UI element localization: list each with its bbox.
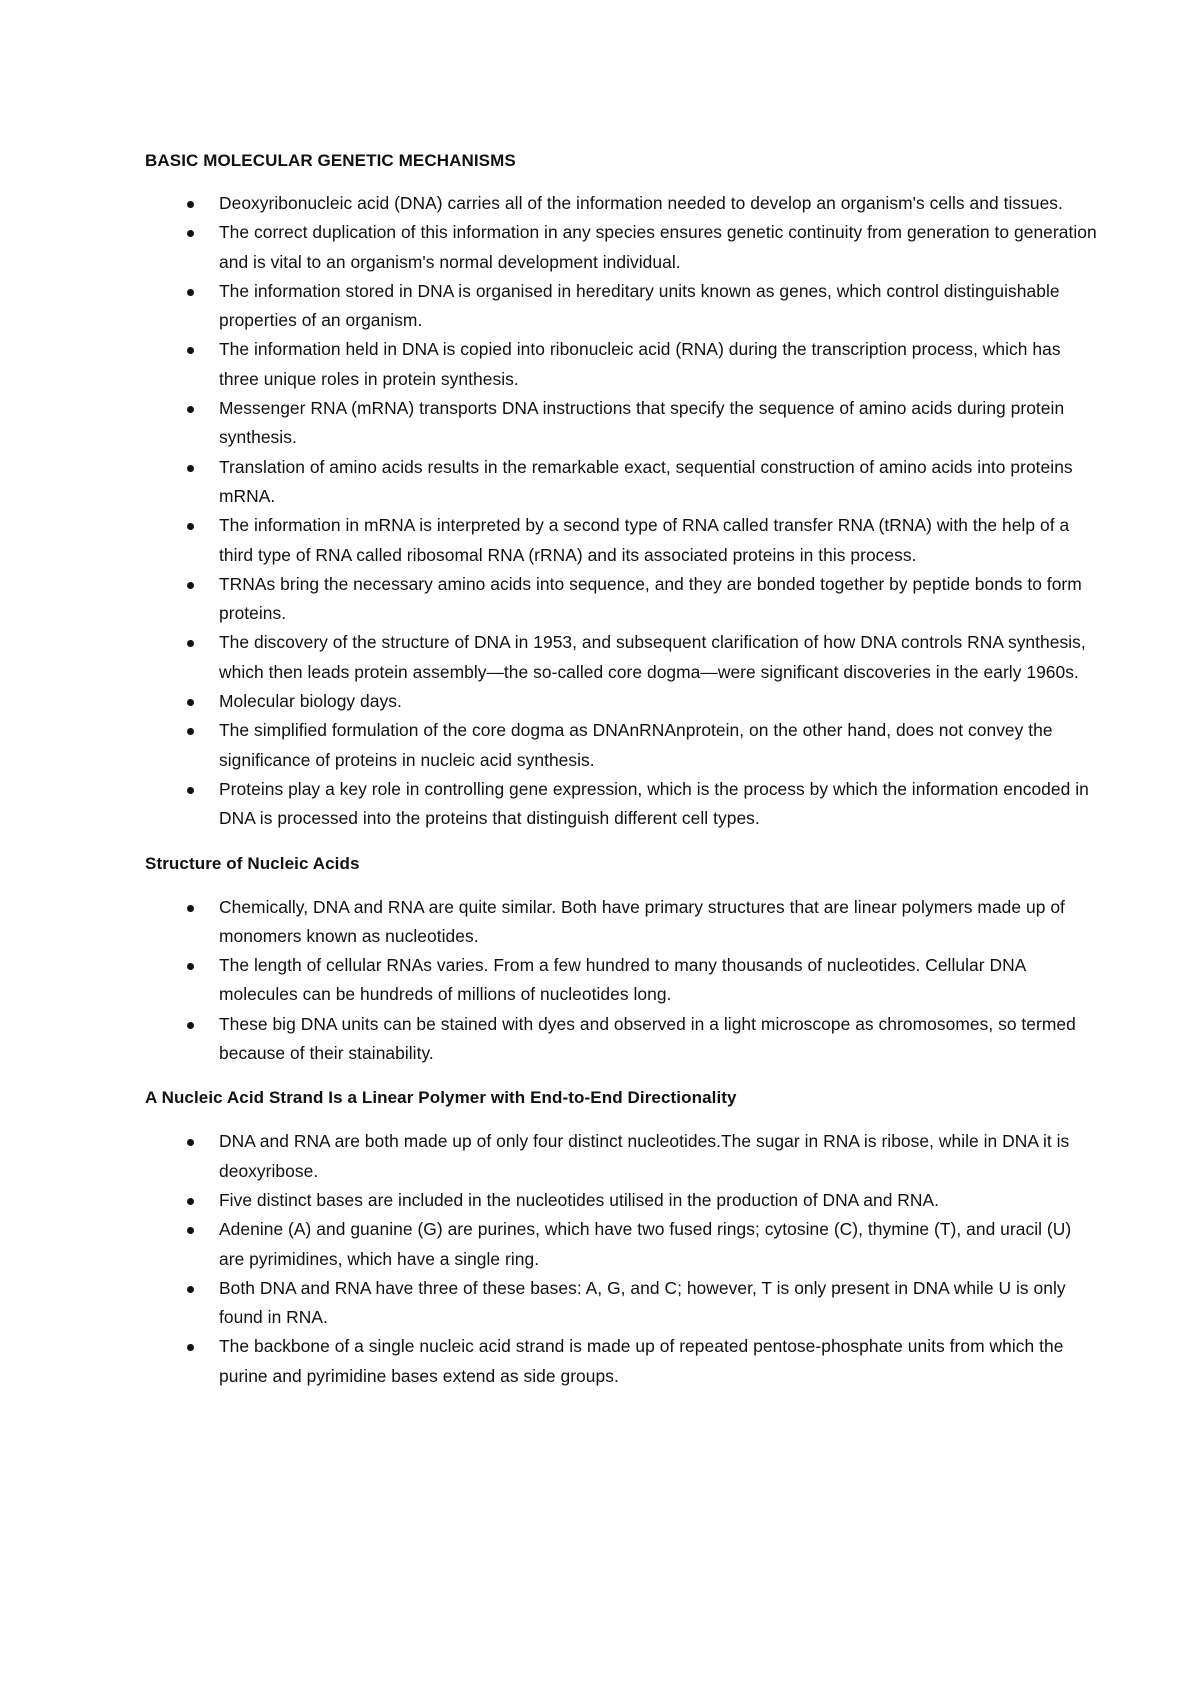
bullet-icon (187, 1227, 194, 1234)
list-item-text: The correct duplication of this information in any species ensures genetic continuity from generation to generation and is vital to an organism's normal development individual. (219, 222, 1097, 272)
list-item-text: The length of cellular RNAs varies. From a few hundred to many thousands of nucleotides. Cellular DNA molecules can be hundreds of millions of nucleotides long. (219, 955, 1026, 1005)
list-item (145, 511, 1100, 570)
bullet-icon (187, 1022, 194, 1029)
list-item (145, 687, 1100, 716)
list-item-text: DNA and RNA are both made up of only four distinct nucleotides.The sugar in RNA is ribose, while in DNA it is deoxyribose. (219, 1131, 1070, 1181)
section-spacer (145, 1068, 1100, 1087)
bullet-icon (187, 699, 194, 706)
list-item-text: These big DNA units can be stained with dyes and observed in a light microscope as chromosomes, so termed because of their stainability. (219, 1013, 1076, 1064)
list-item (145, 335, 1100, 394)
list-item (145, 570, 1100, 629)
bullet-icon (187, 905, 194, 912)
list-item-text: TRNAs bring the necessary amino acids into sequence, and they are bonded together by peptide bonds to form proteins. (219, 573, 1082, 624)
list-item (145, 951, 1100, 1010)
bullet-icon (187, 1198, 194, 1205)
list-item-text: The simplified formulation of the core dogma as DNAnRNAnprotein, on the other hand, does not convey the significance of proteins in nucleic acid synthesis. (219, 720, 1053, 770)
list-item-text: Proteins play a key role in controlling gene expression, which is the process by which the information encoded in DNA is processed into the proteins that distinguish different cell types. (219, 778, 1089, 829)
list-item-text: The discovery of the structure of DNA in 1953, and subsequent clarification of how DNA controls RNA synthesis, which then leads protein assembly—the so-called core dogma—were significant discoveries in the early 1960s. (219, 632, 1086, 682)
list-item-text: Chemically, DNA and RNA are quite similar. Both have primary structures that are linear polymers made up of monomers known as nucleotides. (219, 896, 1065, 946)
section-heading: A Nucleic Acid Strand Is a Linear Polymer with End-to-End Directionality (145, 1088, 737, 1108)
bullet-icon (187, 640, 194, 647)
section-spacer (145, 834, 1100, 853)
list-item-text: Deoxyribonucleic acid (DNA) carries all of the information needed to develop an organism's cells and tissues. (219, 193, 1063, 213)
bullet-icon (187, 201, 194, 208)
list-item (145, 893, 1100, 952)
list-item (145, 1127, 1100, 1186)
list-item (145, 394, 1100, 453)
list-item-text: The backbone of a single nucleic acid strand is made up of repeated pentose-phosphate units from which the purine and pyrimidine bases extend as side groups. (219, 1336, 1064, 1386)
list-item-text: Messenger RNA (mRNA) transports DNA instructions that specify the sequence of amino acids during protein synthesis. (219, 398, 1065, 448)
list-item (145, 716, 1100, 775)
list-item (145, 277, 1100, 336)
list-item (145, 1215, 1100, 1274)
bullet-icon (187, 1344, 194, 1351)
bullet-icon (187, 1286, 194, 1293)
list-item (145, 1010, 1100, 1069)
bullet-icon (187, 1139, 194, 1146)
list-item-text: The information in mRNA is interpreted by a second type of RNA called transfer RNA (tRNA) with the help of a third type of RNA called ribosomal RNA (rRNA) and its associated proteins in this process. (219, 515, 1070, 565)
list-item (145, 218, 1100, 277)
section-heading: Structure of Nucleic Acids (145, 853, 360, 873)
list-item (145, 1186, 1100, 1215)
bullet-icon (187, 523, 194, 530)
list-item-text: Five distinct bases are included in the nucleotides utilised in the production of DNA and RNA. (219, 1189, 940, 1210)
page-title: BASIC MOLECULAR GENETIC MECHANISMS (145, 151, 516, 170)
bullet-list (145, 893, 1100, 1069)
list-item (145, 775, 1100, 834)
list-item-text: Molecular biology days. (219, 691, 402, 712)
list-item (145, 453, 1100, 512)
list-item-text: Both DNA and RNA have three of these bases: A, G, and C; however, T is only present in DNA while U is only found in RNA. (219, 1277, 1066, 1328)
bullet-icon (187, 230, 194, 237)
bullet-icon (187, 787, 194, 794)
bullet-icon (187, 963, 194, 970)
list-item (145, 1274, 1100, 1333)
list-item-text: Translation of amino acids results in the remarkable exact, sequential construction of amino acids into proteins mRNA. (219, 456, 1073, 506)
list-item (145, 628, 1100, 687)
bullet-icon (187, 406, 194, 413)
list-item-text: Adenine (A) and guanine (G) are purines, which have two fused rings; cytosine (C), thymine (T), and uracil (U) are pyrimidines, which have a single ring. (219, 1219, 1072, 1269)
bullet-list (145, 189, 1100, 834)
bullet-icon (187, 465, 194, 472)
bullet-list (145, 1127, 1100, 1391)
bullet-icon (187, 289, 194, 296)
bullet-icon (187, 728, 194, 735)
list-item (145, 189, 1100, 218)
bullet-icon (187, 582, 194, 589)
list-item-text: The information stored in DNA is organised in hereditary units known as genes, which control distinguishable properties of an organism. (219, 280, 1060, 331)
list-item (145, 1332, 1100, 1391)
bullet-icon (187, 347, 194, 354)
list-item-text: The information held in DNA is copied into ribonucleic acid (RNA) during the transcription process, which has three unique roles in protein synthesis. (219, 339, 1061, 389)
